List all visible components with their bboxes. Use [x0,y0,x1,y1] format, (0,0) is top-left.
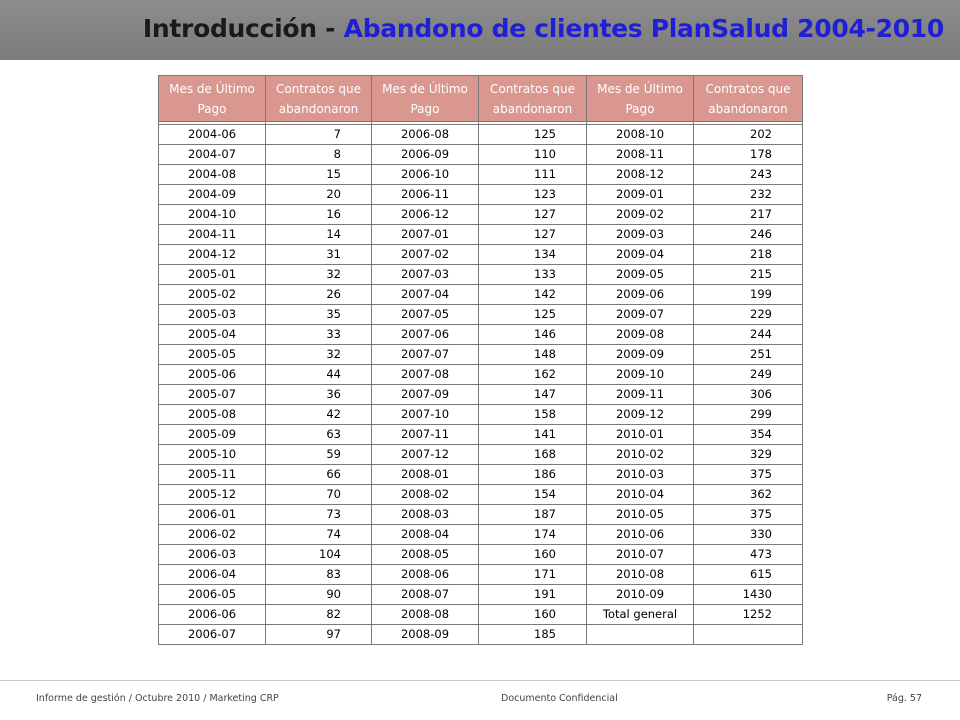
contracts-cell: 20 [266,185,372,205]
contracts-cell: 218 [694,245,803,265]
table-row [159,625,803,645]
contracts-cell: 90 [266,585,372,605]
header-month-2: Mes de Último Pago [372,76,479,122]
month-cell: 2007-10 [372,405,479,425]
contracts-cell: 42 [266,405,372,425]
contracts-cell: 26 [266,285,372,305]
month-cell: 2008-10 [587,125,694,145]
month-cell: 2005-07 [159,385,266,405]
contracts-cell: 147 [479,385,587,405]
month-cell: 2005-01 [159,265,266,285]
month-cell: 2006-02 [159,525,266,545]
contracts-cell: 160 [479,605,587,625]
month-cell: 2008-08 [372,605,479,625]
contracts-cell: 244 [694,325,803,345]
month-cell: 2006-11 [372,185,479,205]
table-row [159,565,803,585]
contracts-cell: 299 [694,405,803,425]
table-row [159,545,803,565]
month-cell: 2005-02 [159,285,266,305]
contracts-cell: 66 [266,465,372,485]
footer-page-number: Pág. 57 [886,693,922,704]
month-cell: 2005-08 [159,405,266,425]
contracts-cell: 162 [479,365,587,385]
contracts-cell: 8 [266,145,372,165]
month-cell: 2005-04 [159,325,266,345]
month-cell: 2009-10 [587,365,694,385]
month-cell: 2005-06 [159,365,266,385]
table-row [159,605,803,625]
table-row [159,365,803,385]
month-cell: 2009-01 [587,185,694,205]
month-cell: 2006-07 [159,625,266,645]
title-bar [0,0,960,60]
contracts-cell: 125 [479,305,587,325]
contracts-cell: 199 [694,285,803,305]
month-cell: 2005-09 [159,425,266,445]
contracts-cell: 127 [479,205,587,225]
page-title [143,12,944,46]
contracts-cell: 154 [479,485,587,505]
contracts-cell: 63 [266,425,372,445]
contracts-cell: 185 [479,625,587,645]
month-cell: 2004-07 [159,145,266,165]
month-cell: 2009-11 [587,385,694,405]
header-month-1: Mes de Último Pago [159,76,266,122]
month-cell: 2006-05 [159,585,266,605]
contracts-cell: 125 [479,125,587,145]
table-row [159,265,803,285]
table-row [159,325,803,345]
contracts-cell: 70 [266,485,372,505]
month-cell: 2007-01 [372,225,479,245]
contracts-cell: 306 [694,385,803,405]
footer-confidential: Documento Confidencial [501,693,618,704]
month-cell: 2007-08 [372,365,479,385]
contracts-cell: 74 [266,525,372,545]
table-row [159,165,803,185]
contracts-cell: 160 [479,545,587,565]
month-cell: 2006-12 [372,205,479,225]
month-cell: 2010-05 [587,505,694,525]
table-row [159,245,803,265]
contracts-cell: 134 [479,245,587,265]
contracts-cell: 82 [266,605,372,625]
month-cell: 2007-02 [372,245,479,265]
contracts-cell: 141 [479,425,587,445]
contracts-cell: 104 [266,545,372,565]
contracts-cell: 133 [479,265,587,285]
contracts-cell: 375 [694,465,803,485]
contracts-cell: 142 [479,285,587,305]
contracts-cell: 186 [479,465,587,485]
contracts-cell: 362 [694,485,803,505]
month-cell: 2006-09 [372,145,479,165]
table-body [159,122,803,645]
month-cell: 2006-03 [159,545,266,565]
month-cell: 2008-06 [372,565,479,585]
table-row [159,205,803,225]
month-cell: 2010-02 [587,445,694,465]
month-cell: 2008-11 [587,145,694,165]
month-cell: 2009-04 [587,245,694,265]
contracts-cell: 249 [694,365,803,385]
month-cell: 2007-09 [372,385,479,405]
title-prefix: Introducción [142,14,317,43]
month-cell: 2010-07 [587,545,694,565]
month-cell: 2007-05 [372,305,479,325]
month-cell: 2007-07 [372,345,479,365]
contracts-cell: 15 [266,165,372,185]
table-row [159,465,803,485]
month-cell: Total general [587,605,694,625]
contracts-cell: 217 [694,205,803,225]
header-month-3: Mes de Último Pago [587,76,694,122]
month-cell: 2010-03 [587,465,694,485]
month-cell: 2008-12 [587,165,694,185]
month-cell: 2007-04 [372,285,479,305]
contracts-cell: 111 [479,165,587,185]
contracts-cell: 73 [266,505,372,525]
contracts-cell: 329 [694,445,803,465]
month-cell: 2009-05 [587,265,694,285]
month-cell: 2007-06 [372,325,479,345]
contracts-cell: 1252 [694,605,803,625]
contracts-cell: 97 [266,625,372,645]
month-cell: 2005-11 [159,465,266,485]
contracts-cell [694,625,803,645]
contracts-cell: 354 [694,425,803,445]
month-cell: 2006-01 [159,505,266,525]
month-cell: 2009-06 [587,285,694,305]
contracts-cell: 123 [479,185,587,205]
contracts-cell: 171 [479,565,587,585]
month-cell: 2004-10 [159,205,266,225]
month-cell: 2007-12 [372,445,479,465]
contracts-cell: 191 [479,585,587,605]
table-row [159,345,803,365]
table-row [159,425,803,445]
title-main: Abandono de clientes PlanSalud 2004-2010 [343,14,944,43]
month-cell: 2007-11 [372,425,479,445]
month-cell: 2009-12 [587,405,694,425]
contracts-cell: 14 [266,225,372,245]
month-cell: 2009-03 [587,225,694,245]
contracts-cell: 36 [266,385,372,405]
table-row [159,585,803,605]
contracts-cell: 375 [694,505,803,525]
contracts-cell: 16 [266,205,372,225]
table-row [159,445,803,465]
contracts-cell: 330 [694,525,803,545]
contracts-cell: 229 [694,305,803,325]
header-contracts-3: Contratos que abandonaron [694,76,803,122]
contracts-cell: 32 [266,265,372,285]
month-cell: 2004-08 [159,165,266,185]
month-cell: 2008-05 [372,545,479,565]
table-row [159,185,803,205]
table-row [159,485,803,505]
month-cell: 2010-09 [587,585,694,605]
month-cell: 2008-03 [372,505,479,525]
month-cell: 2006-10 [372,165,479,185]
month-cell: 2008-04 [372,525,479,545]
table-row [159,285,803,305]
month-cell: 2004-06 [159,125,266,145]
month-cell: 2009-09 [587,345,694,365]
contracts-cell: 110 [479,145,587,165]
month-cell: 2008-07 [372,585,479,605]
month-cell: 2008-09 [372,625,479,645]
contracts-cell: 7 [266,125,372,145]
contracts-cell: 168 [479,445,587,465]
month-cell [587,625,694,645]
table-row [159,145,803,165]
contracts-cell: 202 [694,125,803,145]
title-separator: - [316,14,344,43]
month-cell: 2008-02 [372,485,479,505]
contracts-cell: 33 [266,325,372,345]
table-row [159,405,803,425]
contracts-cell: 44 [266,365,372,385]
month-cell: 2008-01 [372,465,479,485]
month-cell: 2006-06 [159,605,266,625]
month-cell: 2005-12 [159,485,266,505]
contracts-cell: 232 [694,185,803,205]
contracts-cell: 615 [694,565,803,585]
month-cell: 2010-01 [587,425,694,445]
month-cell: 2010-08 [587,565,694,585]
month-cell: 2006-08 [372,125,479,145]
contracts-cell: 174 [479,525,587,545]
month-cell: 2010-06 [587,525,694,545]
month-cell: 2007-03 [372,265,479,285]
contracts-cell: 215 [694,265,803,285]
month-cell: 2005-10 [159,445,266,465]
contracts-cell: 243 [694,165,803,185]
contracts-cell: 83 [266,565,372,585]
contracts-cell: 158 [479,405,587,425]
table-row [159,125,803,145]
footer-divider [0,680,960,681]
contracts-cell: 178 [694,145,803,165]
contracts-cell: 35 [266,305,372,325]
table-row [159,525,803,545]
contracts-cell: 148 [479,345,587,365]
table-row [159,385,803,405]
contracts-cell: 1430 [694,585,803,605]
table-row [159,305,803,325]
month-cell: 2004-12 [159,245,266,265]
month-cell: 2009-07 [587,305,694,325]
churn-table [158,75,803,645]
contracts-cell: 473 [694,545,803,565]
contracts-cell: 246 [694,225,803,245]
header-contracts-2: Contratos que abandonaron [479,76,587,122]
contracts-cell: 127 [479,225,587,245]
header-contracts-1: Contratos que abandonaron [266,76,372,122]
table-row [159,225,803,245]
contracts-cell: 31 [266,245,372,265]
month-cell: 2004-11 [159,225,266,245]
month-cell: 2004-09 [159,185,266,205]
contracts-cell: 251 [694,345,803,365]
footer-report-info: Informe de gestión / Octubre 2010 / Marketing CRP [36,693,279,704]
month-cell: 2009-08 [587,325,694,345]
contracts-cell: 32 [266,345,372,365]
contracts-cell: 146 [479,325,587,345]
contracts-cell: 187 [479,505,587,525]
table-header-row [159,76,803,122]
month-cell: 2005-03 [159,305,266,325]
month-cell: 2009-02 [587,205,694,225]
table-row [159,505,803,525]
month-cell: 2005-05 [159,345,266,365]
month-cell: 2006-04 [159,565,266,585]
month-cell: 2010-04 [587,485,694,505]
contracts-cell: 59 [266,445,372,465]
